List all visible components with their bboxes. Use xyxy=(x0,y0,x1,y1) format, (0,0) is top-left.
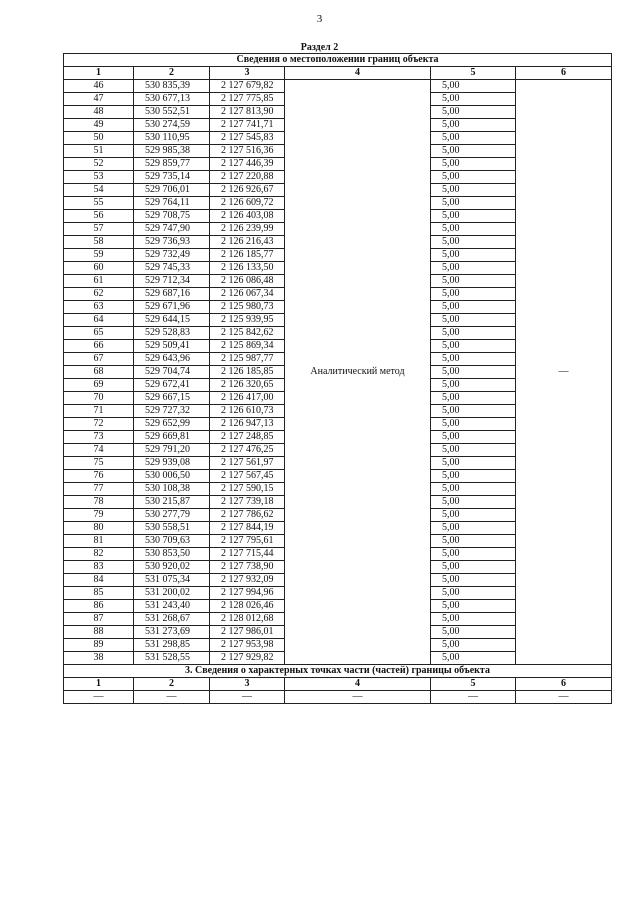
accuracy: 5,00 xyxy=(431,613,516,626)
point-number: 75 xyxy=(64,457,134,470)
point-number: 56 xyxy=(64,210,134,223)
coord-y: 2 128 012,68 xyxy=(210,613,285,626)
accuracy: 5,00 xyxy=(431,639,516,652)
accuracy: 5,00 xyxy=(431,184,516,197)
accuracy: 5,00 xyxy=(431,535,516,548)
coord-y: 2 126 417,00 xyxy=(210,392,285,405)
coord-y: 2 127 545,83 xyxy=(210,132,285,145)
point-number: 48 xyxy=(64,106,134,119)
point-number: 55 xyxy=(64,197,134,210)
coord-y: 2 127 446,39 xyxy=(210,158,285,171)
accuracy: 5,00 xyxy=(431,379,516,392)
accuracy: 5,00 xyxy=(431,210,516,223)
section3-dash: — xyxy=(431,691,516,704)
point-number: 71 xyxy=(64,405,134,418)
coord-y: 2 127 679,82 xyxy=(210,80,285,93)
coord-y: 2 125 939,95 xyxy=(210,314,285,327)
coord-y: 2 127 715,44 xyxy=(210,548,285,561)
accuracy: 5,00 xyxy=(431,301,516,314)
accuracy: 5,00 xyxy=(431,626,516,639)
point-number: 70 xyxy=(64,392,134,405)
accuracy: 5,00 xyxy=(431,314,516,327)
section3-header: 5 xyxy=(431,678,516,691)
section3-header: 6 xyxy=(516,678,612,691)
accuracy: 5,00 xyxy=(431,431,516,444)
point-number: 66 xyxy=(64,340,134,353)
coord-y: 2 127 795,61 xyxy=(210,535,285,548)
coord-y: 2 126 216,43 xyxy=(210,236,285,249)
coord-y: 2 127 741,71 xyxy=(210,119,285,132)
coord-y: 2 125 869,34 xyxy=(210,340,285,353)
point-number: 83 xyxy=(64,561,134,574)
point-number: 62 xyxy=(64,288,134,301)
table-title: Сведения о местоположении границ объекта xyxy=(64,54,612,67)
coord-y: 2 126 926,67 xyxy=(210,184,285,197)
coord-x: 531 243,40 xyxy=(134,600,210,613)
point-number: 77 xyxy=(64,483,134,496)
point-number: 85 xyxy=(64,587,134,600)
accuracy: 5,00 xyxy=(431,93,516,106)
accuracy: 5,00 xyxy=(431,327,516,340)
point-number: 79 xyxy=(64,509,134,522)
point-number: 69 xyxy=(64,379,134,392)
point-number: 50 xyxy=(64,132,134,145)
coord-y: 2 126 185,77 xyxy=(210,249,285,262)
coord-y: 2 126 086,48 xyxy=(210,275,285,288)
point-number: 60 xyxy=(64,262,134,275)
coord-x: 529 939,08 xyxy=(134,457,210,470)
coord-y: 2 127 248,85 xyxy=(210,431,285,444)
point-number: 53 xyxy=(64,171,134,184)
accuracy: 5,00 xyxy=(431,483,516,496)
coord-y: 2 127 516,36 xyxy=(210,145,285,158)
point-number: 74 xyxy=(64,444,134,457)
coord-y: 2 127 739,18 xyxy=(210,496,285,509)
section3-dash: — xyxy=(285,691,431,704)
accuracy: 5,00 xyxy=(431,288,516,301)
accuracy: 5,00 xyxy=(431,340,516,353)
coord-x: 530 835,39 xyxy=(134,80,210,93)
accuracy: 5,00 xyxy=(431,574,516,587)
accuracy: 5,00 xyxy=(431,119,516,132)
point-number: 49 xyxy=(64,119,134,132)
coord-x: 530 108,38 xyxy=(134,483,210,496)
coord-y: 2 126 610,73 xyxy=(210,405,285,418)
coord-y: 2 127 220,88 xyxy=(210,171,285,184)
point-number: 57 xyxy=(64,223,134,236)
coord-x: 531 298,85 xyxy=(134,639,210,652)
accuracy: 5,00 xyxy=(431,392,516,405)
coord-x: 529 671,96 xyxy=(134,301,210,314)
accuracy: 5,00 xyxy=(431,223,516,236)
accuracy: 5,00 xyxy=(431,600,516,613)
point-number: 86 xyxy=(64,600,134,613)
coord-x: 530 677,13 xyxy=(134,93,210,106)
point-number: 63 xyxy=(64,301,134,314)
point-number: 54 xyxy=(64,184,134,197)
coord-x: 529 509,41 xyxy=(134,340,210,353)
section3-header: 1 xyxy=(64,678,134,691)
coord-y: 2 127 476,25 xyxy=(210,444,285,457)
coord-y: 2 127 738,90 xyxy=(210,561,285,574)
point-number: 73 xyxy=(64,431,134,444)
coord-y: 2 127 561,97 xyxy=(210,457,285,470)
accuracy: 5,00 xyxy=(431,457,516,470)
coord-x: 530 853,50 xyxy=(134,548,210,561)
point-number: 80 xyxy=(64,522,134,535)
accuracy: 5,00 xyxy=(431,262,516,275)
column-header: 4 xyxy=(285,67,431,80)
accuracy: 5,00 xyxy=(431,405,516,418)
accuracy: 5,00 xyxy=(431,522,516,535)
coord-y: 2 126 185,85 xyxy=(210,366,285,379)
coord-x: 530 215,87 xyxy=(134,496,210,509)
page-number: 3 xyxy=(316,13,323,25)
section3-header: 2 xyxy=(134,678,210,691)
col6-value: — xyxy=(516,80,612,665)
coord-x: 530 006,50 xyxy=(134,470,210,483)
section3-title: 3. Сведения о характерных точках части (частей) границы объекта xyxy=(64,665,612,678)
coord-y: 2 126 133,50 xyxy=(210,262,285,275)
accuracy: 5,00 xyxy=(431,652,516,665)
coord-x: 530 110,95 xyxy=(134,132,210,145)
column-header: 5 xyxy=(431,67,516,80)
coord-x: 531 200,02 xyxy=(134,587,210,600)
section-title: Раздел 2 xyxy=(300,42,339,53)
coord-x: 531 075,34 xyxy=(134,574,210,587)
point-number: 87 xyxy=(64,613,134,626)
coord-y: 2 125 987,77 xyxy=(210,353,285,366)
point-number: 82 xyxy=(64,548,134,561)
accuracy: 5,00 xyxy=(431,509,516,522)
accuracy: 5,00 xyxy=(431,587,516,600)
coord-y: 2 125 842,62 xyxy=(210,327,285,340)
coord-x: 529 736,93 xyxy=(134,236,210,249)
point-number: 51 xyxy=(64,145,134,158)
section3-dash: — xyxy=(134,691,210,704)
accuracy: 5,00 xyxy=(431,275,516,288)
coord-x: 529 528,83 xyxy=(134,327,210,340)
coord-x: 531 528,55 xyxy=(134,652,210,665)
section3-title-row xyxy=(64,665,612,678)
section3-dash: — xyxy=(210,691,285,704)
coord-x: 530 709,63 xyxy=(134,535,210,548)
coord-y: 2 126 067,34 xyxy=(210,288,285,301)
point-number: 52 xyxy=(64,158,134,171)
coord-x: 529 764,11 xyxy=(134,197,210,210)
section3-row xyxy=(64,691,612,704)
point-number: 81 xyxy=(64,535,134,548)
coord-x: 529 667,15 xyxy=(134,392,210,405)
point-number: 67 xyxy=(64,353,134,366)
boundary-table xyxy=(63,53,612,704)
coord-x: 529 712,34 xyxy=(134,275,210,288)
coord-x: 530 920,02 xyxy=(134,561,210,574)
accuracy: 5,00 xyxy=(431,236,516,249)
coord-x: 529 643,96 xyxy=(134,353,210,366)
coord-y: 2 127 929,82 xyxy=(210,652,285,665)
point-number: 47 xyxy=(64,93,134,106)
point-number: 59 xyxy=(64,249,134,262)
coord-y: 2 127 994,96 xyxy=(210,587,285,600)
section3-header-row xyxy=(64,678,612,691)
point-number: 46 xyxy=(64,80,134,93)
coord-y: 2 127 775,85 xyxy=(210,93,285,106)
coord-x: 531 268,67 xyxy=(134,613,210,626)
point-number: 84 xyxy=(64,574,134,587)
coord-y: 2 128 026,46 xyxy=(210,600,285,613)
coord-y: 2 127 813,90 xyxy=(210,106,285,119)
point-number: 58 xyxy=(64,236,134,249)
accuracy: 5,00 xyxy=(431,106,516,119)
point-number: 65 xyxy=(64,327,134,340)
coord-x: 529 745,33 xyxy=(134,262,210,275)
point-number: 89 xyxy=(64,639,134,652)
accuracy: 5,00 xyxy=(431,496,516,509)
point-number: 68 xyxy=(64,366,134,379)
coord-x: 529 747,90 xyxy=(134,223,210,236)
coord-y: 2 127 953,98 xyxy=(210,639,285,652)
accuracy: 5,00 xyxy=(431,171,516,184)
column-header: 6 xyxy=(516,67,612,80)
coord-x: 529 704,74 xyxy=(134,366,210,379)
coord-y: 2 127 567,45 xyxy=(210,470,285,483)
coord-x: 529 791,20 xyxy=(134,444,210,457)
coord-x: 530 274,59 xyxy=(134,119,210,132)
accuracy: 5,00 xyxy=(431,80,516,93)
coord-x: 531 273,69 xyxy=(134,626,210,639)
coord-x: 529 672,41 xyxy=(134,379,210,392)
coord-y: 2 127 786,62 xyxy=(210,509,285,522)
accuracy: 5,00 xyxy=(431,249,516,262)
accuracy: 5,00 xyxy=(431,132,516,145)
coord-y: 2 127 932,09 xyxy=(210,574,285,587)
coord-y: 2 126 403,08 xyxy=(210,210,285,223)
section3-header: 3 xyxy=(210,678,285,691)
coord-x: 529 706,01 xyxy=(134,184,210,197)
coord-y: 2 126 320,65 xyxy=(210,379,285,392)
accuracy: 5,00 xyxy=(431,197,516,210)
coord-x: 529 735,14 xyxy=(134,171,210,184)
coord-x: 529 652,99 xyxy=(134,418,210,431)
column-header: 2 xyxy=(134,67,210,80)
accuracy: 5,00 xyxy=(431,561,516,574)
accuracy: 5,00 xyxy=(431,548,516,561)
coord-y: 2 126 609,72 xyxy=(210,197,285,210)
coord-y: 2 127 844,19 xyxy=(210,522,285,535)
coord-y: 2 125 980,73 xyxy=(210,301,285,314)
coord-y: 2 126 947,13 xyxy=(210,418,285,431)
section3-dash: — xyxy=(516,691,612,704)
accuracy: 5,00 xyxy=(431,353,516,366)
accuracy: 5,00 xyxy=(431,158,516,171)
point-number: 38 xyxy=(64,652,134,665)
coord-y: 2 127 986,01 xyxy=(210,626,285,639)
coord-y: 2 127 590,15 xyxy=(210,483,285,496)
coord-x: 529 644,15 xyxy=(134,314,210,327)
section3-dash: — xyxy=(64,691,134,704)
point-number: 78 xyxy=(64,496,134,509)
section3-header: 4 xyxy=(285,678,431,691)
coord-x: 529 687,16 xyxy=(134,288,210,301)
coord-y: 2 126 239,99 xyxy=(210,223,285,236)
accuracy: 5,00 xyxy=(431,444,516,457)
accuracy: 5,00 xyxy=(431,470,516,483)
coord-x: 530 552,51 xyxy=(134,106,210,119)
coord-x: 529 708,75 xyxy=(134,210,210,223)
point-number: 88 xyxy=(64,626,134,639)
coord-x: 529 669,81 xyxy=(134,431,210,444)
point-number: 76 xyxy=(64,470,134,483)
method-cell: Аналитический метод xyxy=(285,80,431,665)
point-number: 64 xyxy=(64,314,134,327)
coord-x: 529 727,32 xyxy=(134,405,210,418)
coord-x: 530 558,51 xyxy=(134,522,210,535)
table-title-row xyxy=(64,54,612,67)
coord-x: 529 985,38 xyxy=(134,145,210,158)
accuracy: 5,00 xyxy=(431,366,516,379)
column-header: 1 xyxy=(64,67,134,80)
point-number: 72 xyxy=(64,418,134,431)
coord-x: 529 732,49 xyxy=(134,249,210,262)
table-row xyxy=(64,80,612,93)
accuracy: 5,00 xyxy=(431,418,516,431)
accuracy: 5,00 xyxy=(431,145,516,158)
coord-x: 530 277,79 xyxy=(134,509,210,522)
point-number: 61 xyxy=(64,275,134,288)
column-header-row xyxy=(64,67,612,80)
coord-x: 529 859,77 xyxy=(134,158,210,171)
column-header: 3 xyxy=(210,67,285,80)
